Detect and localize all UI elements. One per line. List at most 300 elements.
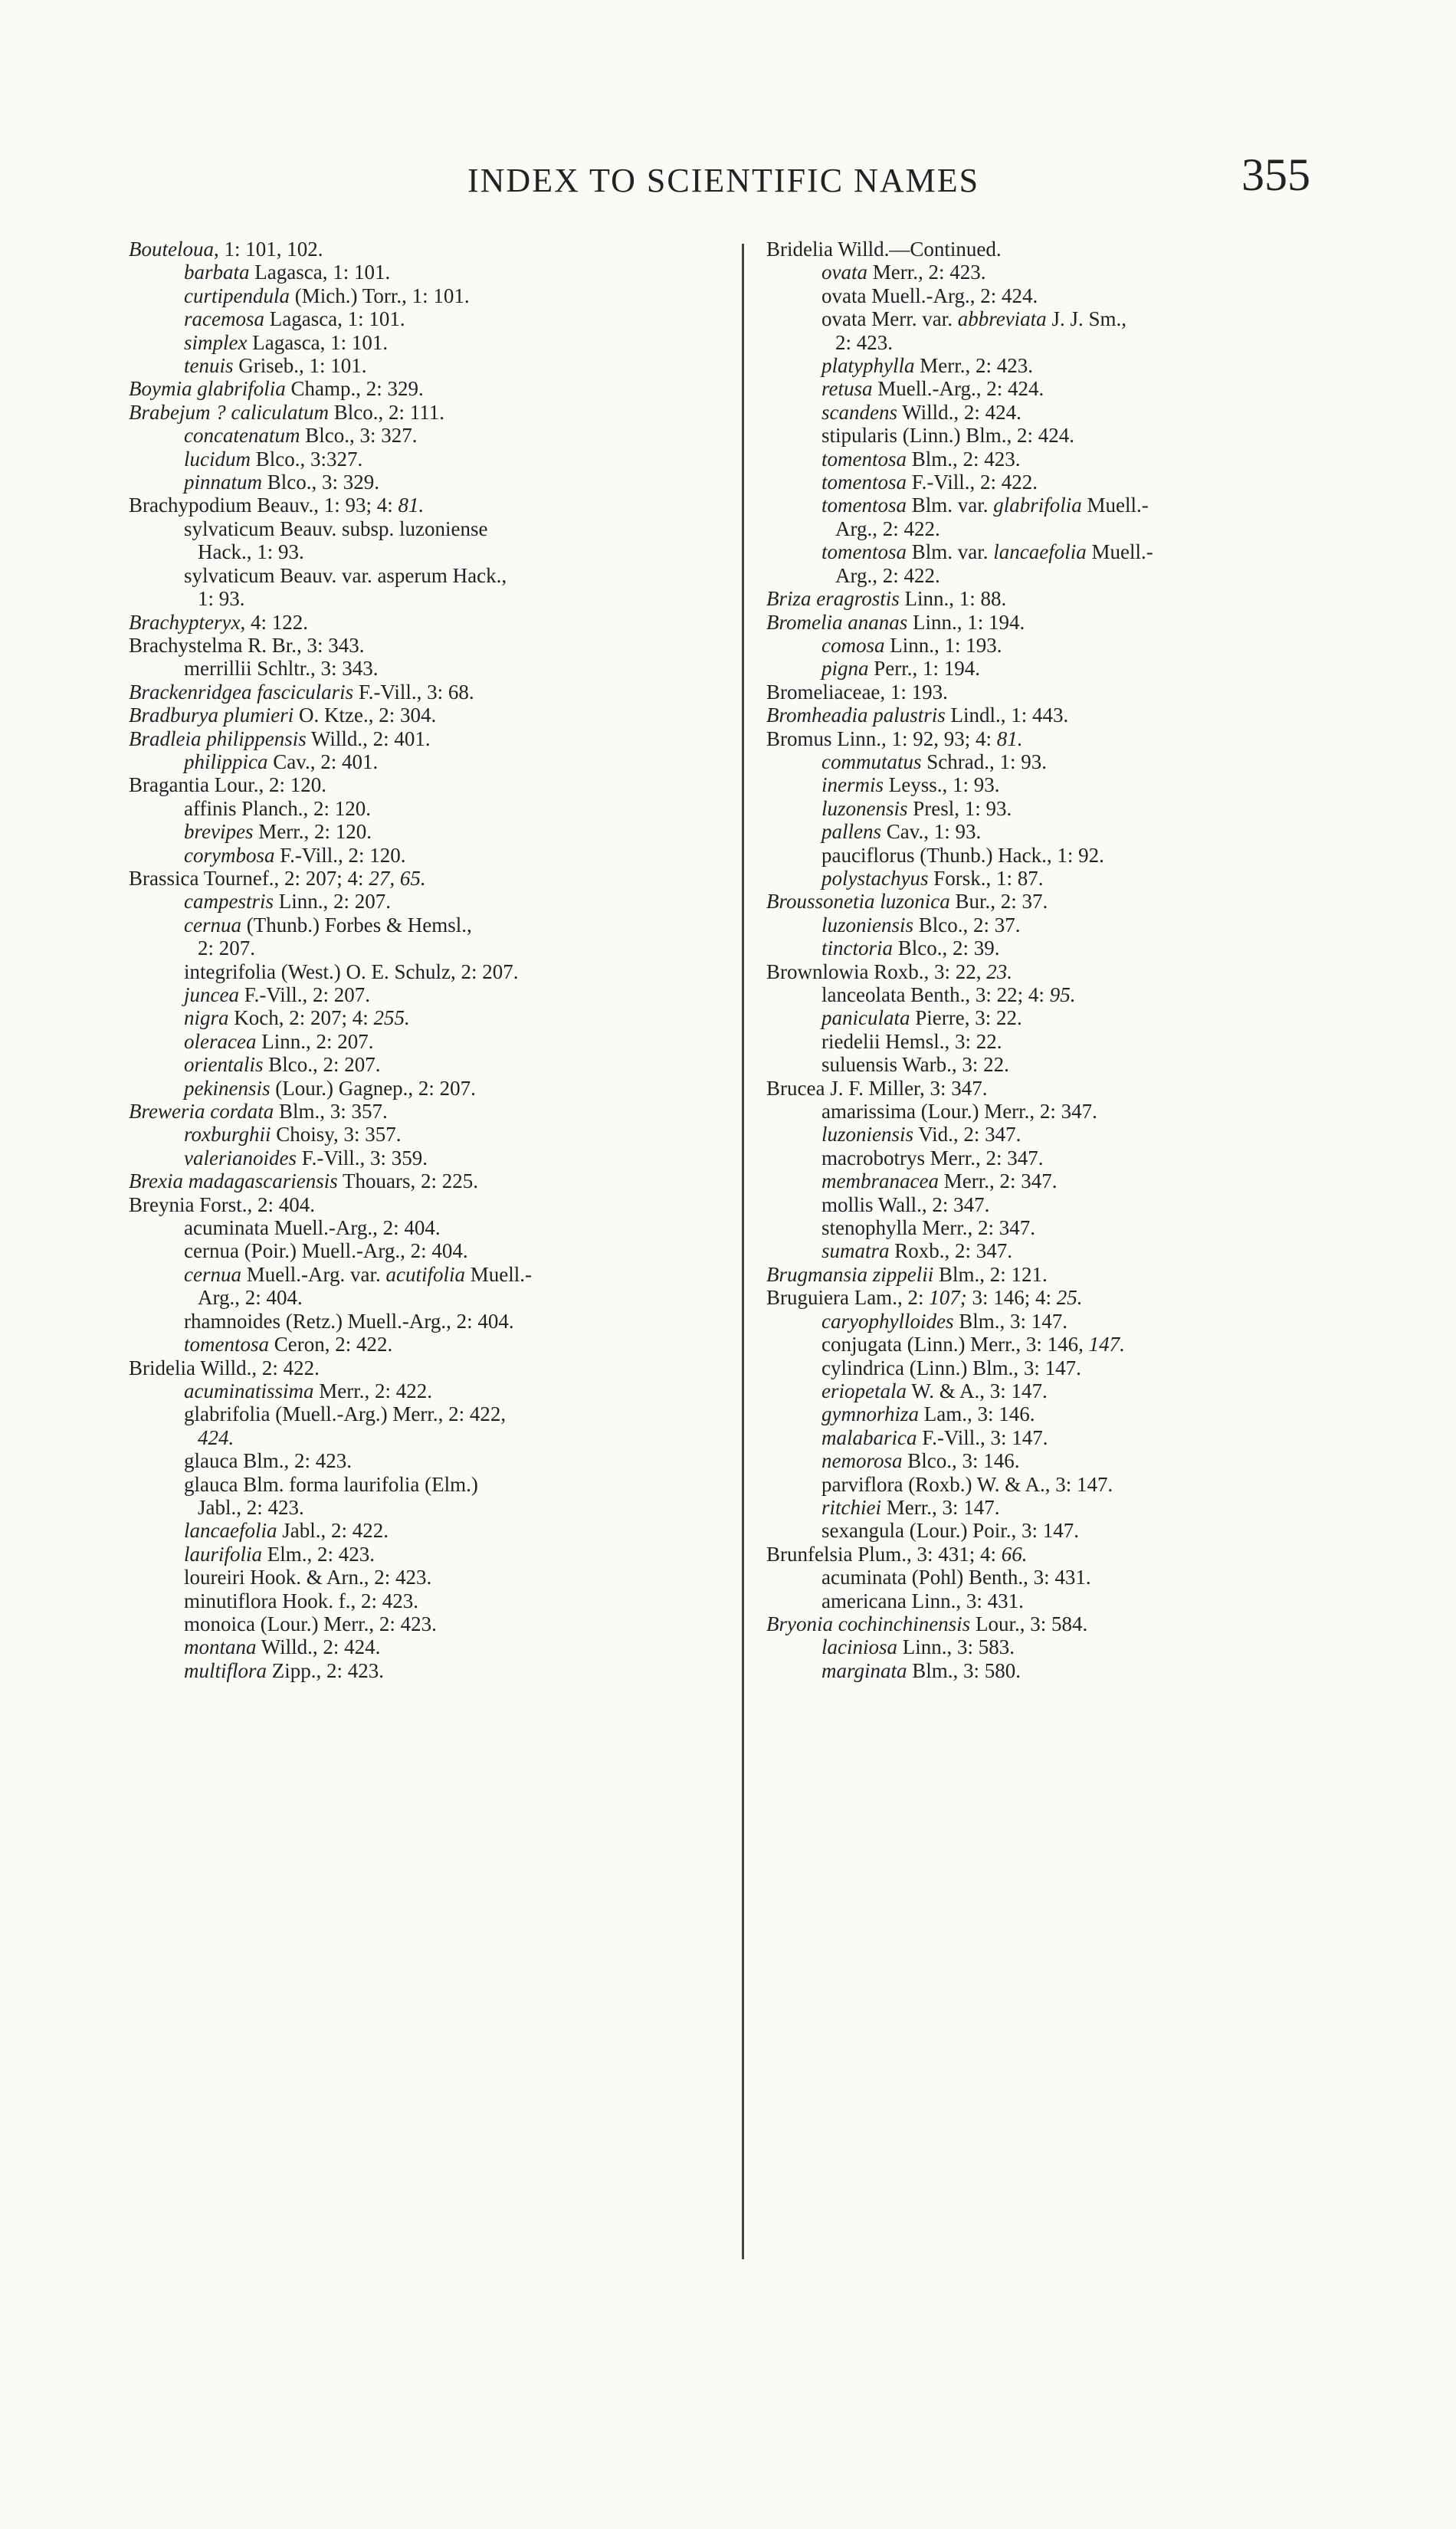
text: Blco., 3: 329. — [262, 471, 380, 494]
index-subentry — [766, 284, 1395, 307]
text: , 4: 122. — [240, 610, 308, 634]
italic-text: Bradburya plumieri — [129, 704, 294, 727]
index-entry — [129, 634, 757, 657]
italic-text: Brabejum ? caliculatum — [129, 400, 329, 424]
index-entry — [129, 238, 757, 261]
index-subentry — [129, 1053, 757, 1076]
index-subentry — [129, 1519, 757, 1542]
index-subentry — [766, 1146, 1395, 1169]
text: Merr., 2: 120. — [253, 820, 372, 844]
index-subentry — [129, 1402, 757, 1425]
text: Roxb., 2: 347. — [889, 1239, 1013, 1263]
text: Linn., 3: 583. — [897, 1635, 1015, 1659]
text: Jabl., 2: 423. — [198, 1495, 304, 1519]
italic-text: 23. — [986, 959, 1012, 983]
text: lanceolata Benth., 3: 22; 4: — [821, 983, 1050, 1006]
italic-text: Bradleia philippensis — [129, 727, 307, 750]
italic-text: 27, 65. — [369, 866, 426, 890]
page-header — [0, 138, 1456, 230]
text: pauciflorus (Thunb.) Hack., 1: 92. — [821, 843, 1104, 867]
index-subentry — [129, 657, 757, 680]
text: (Mich.) Torr., 1: 101. — [289, 284, 470, 307]
text: Vid., 2: 347. — [913, 1123, 1021, 1146]
text: (Lour.) Gagnep., 2: 207. — [270, 1076, 476, 1100]
text: Merr., 2: 423. — [867, 261, 986, 284]
text: ovata Muell.-Arg., 2: 424. — [821, 284, 1038, 307]
index-subentry — [129, 914, 757, 936]
index-entry — [129, 704, 757, 727]
index-entry — [129, 1356, 757, 1379]
italic-text: campestris — [184, 890, 274, 914]
italic-text: 25. — [1056, 1286, 1083, 1310]
text: ovata Merr. var. — [821, 307, 958, 331]
index-subentry — [129, 1146, 757, 1169]
italic-text: luzoniensis — [821, 913, 914, 936]
text: affinis Planch., 2: 120. — [184, 796, 371, 820]
text: Arg., 2: 404. — [198, 1286, 303, 1310]
index-entry — [766, 1077, 1395, 1100]
italic-text: 147. — [1088, 1333, 1125, 1356]
text: mollis Wall., 2: 347. — [821, 1192, 990, 1216]
italic-text: juncea — [184, 983, 239, 1006]
text: Willd., 2: 424. — [897, 400, 1021, 424]
italic-text: paniculata — [821, 1006, 910, 1030]
index-column-right — [766, 238, 1395, 1682]
italic-text: pigna — [821, 657, 869, 681]
italic-text: pinnatum — [184, 471, 263, 494]
text: Merr., 2: 423. — [914, 354, 1033, 378]
index-subentry — [129, 517, 757, 540]
italic-text: ritchiei — [821, 1495, 881, 1519]
italic-text: tomentosa — [821, 494, 907, 517]
italic-text: nigra — [184, 1006, 229, 1030]
index-subentry — [129, 1659, 757, 1682]
text: Muell.-Arg., 2: 424. — [872, 377, 1044, 401]
index-continuation — [129, 936, 757, 959]
text: suluensis Warb., 3: 22. — [821, 1053, 1009, 1077]
italic-text: lancaefolia — [993, 540, 1087, 564]
index-subentry — [129, 1077, 757, 1100]
text: macrobotrys Merr., 2: 347. — [821, 1146, 1044, 1169]
text: acuminata (Pohl) Benth., 3: 431. — [821, 1566, 1091, 1589]
italic-text: pekinensis — [184, 1076, 271, 1100]
index-subentry — [766, 773, 1395, 796]
index-subentry — [766, 983, 1395, 1006]
text: W. & A., 3: 147. — [906, 1379, 1048, 1402]
text: Lagasca, 1: 101. — [249, 261, 391, 284]
index-subentry — [766, 1473, 1395, 1496]
index-subentry — [129, 331, 757, 354]
text: Brachypodium Beauv., 1: 93; 4: — [129, 494, 398, 517]
index-subentry — [766, 307, 1395, 330]
italic-text: 81. — [398, 494, 425, 517]
index-entry — [129, 773, 757, 796]
text: rhamnoides (Retz.) Muell.-Arg., 2: 404. — [184, 1309, 514, 1333]
index-subentry — [129, 1635, 757, 1658]
index-subentry — [766, 1402, 1395, 1425]
text: Linn., 1: 193. — [884, 633, 1002, 657]
text: F.-Vill., 2: 120. — [274, 843, 406, 867]
text: Presl, 1: 93. — [907, 796, 1012, 820]
text: Blco., 3:327. — [251, 447, 363, 471]
text: Pierre, 3: 22. — [910, 1006, 1022, 1030]
running-title: INDEX TO SCIENTIFIC NAMES — [467, 162, 980, 199]
italic-text: caryophylloides — [821, 1309, 954, 1333]
text: Blm., 3: 147. — [953, 1309, 1067, 1333]
text: Breynia Forst., 2: 404. — [129, 1192, 315, 1216]
italic-text: Bromheadia palustris — [766, 704, 946, 727]
text: Willd., 2: 401. — [306, 727, 431, 750]
italic-text: racemosa — [184, 307, 264, 331]
italic-text: Bouteloua — [129, 238, 214, 261]
index-column-left — [129, 238, 757, 1682]
italic-text: gymnorhiza — [821, 1402, 920, 1426]
italic-text: Brachypteryx — [129, 610, 241, 634]
index-subentry — [766, 261, 1395, 284]
text: Blm., 3: 580. — [907, 1658, 1021, 1682]
italic-text: acutifolia — [385, 1262, 465, 1286]
text: Champ., 2: 329. — [285, 377, 424, 401]
italic-text: polystachyus — [821, 866, 929, 890]
text: Schrad., 1: 93. — [921, 750, 1047, 773]
index-subentry — [766, 1239, 1395, 1262]
text: Thouars, 2: 225. — [337, 1169, 478, 1193]
index-subentry — [766, 1216, 1395, 1239]
italic-text: tomentosa — [821, 471, 907, 494]
index-subentry — [766, 1379, 1395, 1402]
text: americana Linn., 3: 431. — [821, 1589, 1024, 1612]
index-entry — [129, 727, 757, 750]
text: parviflora (Roxb.) W. & A., 3: 147. — [821, 1472, 1113, 1496]
index-subentry — [766, 354, 1395, 377]
index-entry — [129, 401, 757, 424]
index-entry — [766, 960, 1395, 983]
text: Lindl., 1: 443. — [945, 704, 1069, 727]
index-subentry — [129, 960, 757, 983]
index-subentry — [766, 424, 1395, 447]
italic-text: malabarica — [821, 1425, 917, 1449]
text: Blm. var. — [907, 494, 994, 517]
text: 2: 423. — [835, 330, 894, 354]
italic-text: 95. — [1049, 983, 1076, 1006]
index-subentry — [766, 471, 1395, 494]
index-subentry — [766, 1310, 1395, 1333]
italic-text: pallens — [821, 820, 881, 844]
text: Muell.- — [464, 1262, 532, 1286]
index-subentry — [129, 1216, 757, 1239]
index-subentry — [129, 1449, 757, 1472]
italic-text: montana — [184, 1635, 257, 1659]
italic-text: inermis — [821, 773, 884, 797]
text: F.-Vill., 2: 207. — [238, 983, 370, 1006]
text: Bur., 2: 37. — [949, 890, 1048, 914]
italic-text: Boymia glabrifolia — [129, 377, 286, 401]
text: Willd., 2: 424. — [256, 1635, 381, 1659]
text: Hack., 1: 93. — [198, 540, 304, 564]
index-subentry — [129, 1123, 757, 1146]
text: Brucea J. F. Miller, 3: 347. — [766, 1076, 988, 1100]
italic-text: curtipendula — [184, 284, 290, 307]
text: Linn., 2: 207. — [256, 1029, 374, 1053]
italic-text: Brexia madagascariensis — [129, 1169, 338, 1193]
index-subentry — [766, 1030, 1395, 1053]
index-subentry — [766, 1169, 1395, 1192]
text: Griseb., 1: 101. — [233, 354, 367, 378]
index-subentry — [129, 1566, 757, 1589]
text: J. J. Sm., — [1046, 307, 1126, 331]
italic-text: abbreviata — [957, 307, 1047, 331]
index-continuation — [766, 564, 1395, 587]
index-entry — [129, 681, 757, 704]
index-subentry — [766, 1356, 1395, 1379]
text: glauca Blm. forma laurifolia (Elm.) — [184, 1472, 478, 1496]
index-subentry — [766, 867, 1395, 890]
index-subentry — [766, 1426, 1395, 1449]
index-subentry — [766, 1635, 1395, 1658]
text: Ceron, 2: 422. — [269, 1333, 393, 1356]
text: merrillii Schltr., 3: 343. — [184, 657, 379, 681]
italic-text: orientalis — [184, 1053, 264, 1077]
text: Lagasca, 1: 101. — [247, 330, 389, 354]
index-subentry — [129, 1473, 757, 1496]
italic-text: valerianoides — [184, 1146, 297, 1169]
italic-text: Brackenridgea fascicularis — [129, 680, 354, 704]
index-subentry — [129, 1030, 757, 1053]
text: Elm., 2: 423. — [262, 1542, 375, 1566]
italic-text: platyphylla — [821, 354, 915, 378]
index-subentry — [766, 1053, 1395, 1076]
index-subentry — [129, 1006, 757, 1029]
index-subentry — [766, 634, 1395, 657]
index-subentry — [129, 1612, 757, 1635]
text: Merr., 2: 347. — [938, 1169, 1058, 1193]
index-entry — [129, 1169, 757, 1192]
text: Blco., 3: 146. — [902, 1449, 1020, 1473]
italic-text: tenuis — [184, 354, 234, 378]
italic-text: luzonensis — [821, 796, 908, 820]
text: stipularis (Linn.) Blm., 2: 424. — [821, 424, 1074, 448]
index-subentry — [766, 401, 1395, 424]
text: O. Ktze., 2: 304. — [293, 704, 437, 727]
italic-text: barbata — [184, 261, 250, 284]
text: Lam., 3: 146. — [919, 1402, 1035, 1426]
text: 1: 93. — [198, 587, 245, 611]
index-subentry — [766, 377, 1395, 400]
index-subentry — [766, 750, 1395, 773]
index-entry — [766, 890, 1395, 913]
text: Bridelia Willd., 2: 422. — [129, 1356, 320, 1379]
index-continuation — [129, 1496, 757, 1519]
index-subentry — [766, 494, 1395, 517]
index-entry — [129, 611, 757, 634]
text: Forsk., 1: 87. — [928, 866, 1044, 890]
index-subentry — [129, 820, 757, 843]
index-entry — [129, 1193, 757, 1216]
text: Muell.- — [1086, 540, 1153, 564]
text: acuminata Muell.-Arg., 2: 404. — [184, 1216, 441, 1240]
italic-text: tomentosa — [821, 447, 907, 471]
text: Blm., 3: 357. — [274, 1100, 388, 1123]
index-entry — [766, 587, 1395, 610]
index-continuation — [766, 517, 1395, 540]
text: Jabl., 2: 422. — [277, 1519, 389, 1543]
index-subentry — [129, 844, 757, 867]
index-entry — [129, 1100, 757, 1123]
italic-text: scandens — [821, 400, 897, 424]
index-subentry — [129, 1379, 757, 1402]
text: Blco., 2: 111. — [328, 400, 444, 424]
italic-text: Bromelia ananas — [766, 610, 908, 634]
text: Lagasca, 1: 101. — [264, 307, 405, 331]
text: Arg., 2: 422. — [835, 563, 940, 587]
index-subentry — [766, 1449, 1395, 1472]
italic-text: retusa — [821, 377, 873, 401]
text: sylvaticum Beauv. subsp. luzoniense — [184, 517, 488, 540]
index-subentry — [766, 936, 1395, 959]
text: amarissima (Lour.) Merr., 2: 347. — [821, 1100, 1097, 1123]
italic-text: 424. — [198, 1425, 234, 1449]
index-entry — [766, 727, 1395, 750]
italic-text: acuminatissima — [184, 1379, 314, 1402]
index-subentry — [129, 564, 757, 587]
italic-text: 255. — [373, 1006, 410, 1030]
italic-text: eriopetala — [821, 1379, 907, 1402]
text: Linn., 1: 88. — [899, 587, 1007, 611]
italic-text: multiflora — [184, 1658, 267, 1682]
text: 2: 207. — [198, 936, 256, 960]
index-entry — [766, 704, 1395, 727]
text: glauca Blm., 2: 423. — [184, 1449, 352, 1473]
italic-text: luzoniensis — [821, 1123, 914, 1146]
text: Bromus Linn., 1: 92, 93; 4: — [766, 727, 997, 750]
index-subentry — [766, 448, 1395, 471]
index-entry — [766, 1612, 1395, 1635]
text: minutiflora Hook. f., 2: 423. — [184, 1589, 418, 1612]
text: Blm. var. — [907, 540, 994, 564]
index-subentry — [129, 448, 757, 471]
italic-text: Bryonia cochinchinensis — [766, 1612, 971, 1635]
index-subentry — [766, 1100, 1395, 1123]
index-subentry — [766, 1193, 1395, 1216]
index-continuation — [129, 1286, 757, 1309]
index-subentry — [766, 1496, 1395, 1519]
index-subentry — [766, 797, 1395, 820]
index-subentry — [129, 354, 757, 377]
text: Choisy, 3: 357. — [271, 1123, 402, 1146]
italic-text: lancaefolia — [184, 1519, 277, 1543]
text: stenophylla Merr., 2: 347. — [821, 1216, 1035, 1240]
index-subentry — [129, 284, 757, 307]
italic-text: Broussonetia luzonica — [766, 890, 950, 914]
italic-text: ovata — [821, 261, 867, 284]
text: cernua (Poir.) Muell.-Arg., 2: 404. — [184, 1239, 468, 1263]
text: Blco., 3: 327. — [300, 424, 418, 448]
italic-text: comosa — [821, 633, 885, 657]
italic-text: cernua — [184, 1262, 241, 1286]
italic-text: tomentosa — [184, 1333, 269, 1356]
index-continuation — [129, 540, 757, 563]
text: glabrifolia (Muell.-Arg.) Merr., 2: 422, — [184, 1402, 507, 1426]
italic-text: philippica — [184, 750, 268, 773]
text: Zipp., 2: 423. — [267, 1658, 385, 1682]
text: Blco., 2: 207. — [263, 1053, 381, 1077]
index-continuation — [129, 587, 757, 610]
text: (Thunb.) Forbes & Hemsl., — [241, 913, 472, 936]
italic-text: roxburghii — [184, 1123, 271, 1146]
text: Lour., 3: 584. — [970, 1612, 1088, 1635]
index-subentry — [129, 1310, 757, 1333]
text: Blco., 2: 37. — [913, 913, 1021, 936]
italic-text: lucidum — [184, 447, 251, 471]
text: integrifolia (West.) O. E. Schulz, 2: 207. — [184, 959, 519, 983]
italic-text: Briza eragrostis — [766, 587, 900, 611]
index-subentry — [129, 471, 757, 494]
italic-text: marginata — [821, 1658, 907, 1682]
index-entry — [766, 681, 1395, 704]
index-subentry — [129, 797, 757, 820]
text: Merr., 2: 422. — [313, 1379, 433, 1402]
index-subentry — [766, 1333, 1395, 1356]
index-continuation — [766, 331, 1395, 354]
index-subentry — [129, 1333, 757, 1356]
text: F.-Vill., 3: 68. — [353, 680, 474, 704]
text: sexangula (Lour.) Poir., 3: 147. — [821, 1519, 1079, 1543]
italic-text: cernua — [184, 913, 241, 936]
index-subentry — [129, 983, 757, 1006]
text: Muell.-Arg. var. — [241, 1262, 386, 1286]
text: F.-Vill., 2: 422. — [907, 471, 1038, 494]
italic-text: 107; — [929, 1286, 967, 1310]
text: Merr., 3: 147. — [880, 1495, 1000, 1519]
index-subentry — [766, 1659, 1395, 1682]
italic-text: tomentosa — [821, 540, 907, 564]
index-subentry — [766, 914, 1395, 936]
italic-text: tinctoria — [821, 936, 893, 960]
text: Arg., 2: 422. — [835, 517, 940, 540]
text: Linn., 1: 194. — [907, 610, 1025, 634]
text: riedelii Hemsl., 3: 22. — [821, 1029, 1002, 1053]
italic-text: simplex — [184, 330, 248, 354]
index-subentry — [766, 1519, 1395, 1542]
italic-text: membranacea — [821, 1169, 939, 1193]
italic-text: glabrifolia — [993, 494, 1082, 517]
index-entry — [766, 238, 1395, 261]
index-subentry — [129, 750, 757, 773]
text: sylvaticum Beauv. var. asperum Hack., — [184, 563, 507, 587]
column-divider — [742, 244, 744, 2259]
text: Brachystelma R. Br., 3: 343. — [129, 633, 365, 657]
index-entry — [766, 1263, 1395, 1286]
index-subentry — [129, 424, 757, 447]
text: Blm., 2: 121. — [933, 1262, 1048, 1286]
index-subentry — [129, 261, 757, 284]
index-entry — [129, 377, 757, 400]
page-number: 355 — [1241, 149, 1310, 200]
index-subentry — [766, 820, 1395, 843]
italic-text: brevipes — [184, 820, 254, 844]
index-continuation — [129, 1426, 757, 1449]
text: Linn., 2: 207. — [274, 890, 391, 914]
index-subentry — [766, 1566, 1395, 1589]
index-subentry — [766, 844, 1395, 867]
text: Bridelia Willd.—Continued. — [766, 238, 1002, 261]
text: Leyss., 1: 93. — [884, 773, 1000, 797]
text: monoica (Lour.) Merr., 2: 423. — [184, 1612, 437, 1635]
italic-text: laurifolia — [184, 1542, 263, 1566]
text: Bruguiera Lam., 2: — [766, 1286, 930, 1310]
text: cylindrica (Linn.) Blm., 3: 147. — [821, 1356, 1081, 1379]
index-subentry — [129, 307, 757, 330]
